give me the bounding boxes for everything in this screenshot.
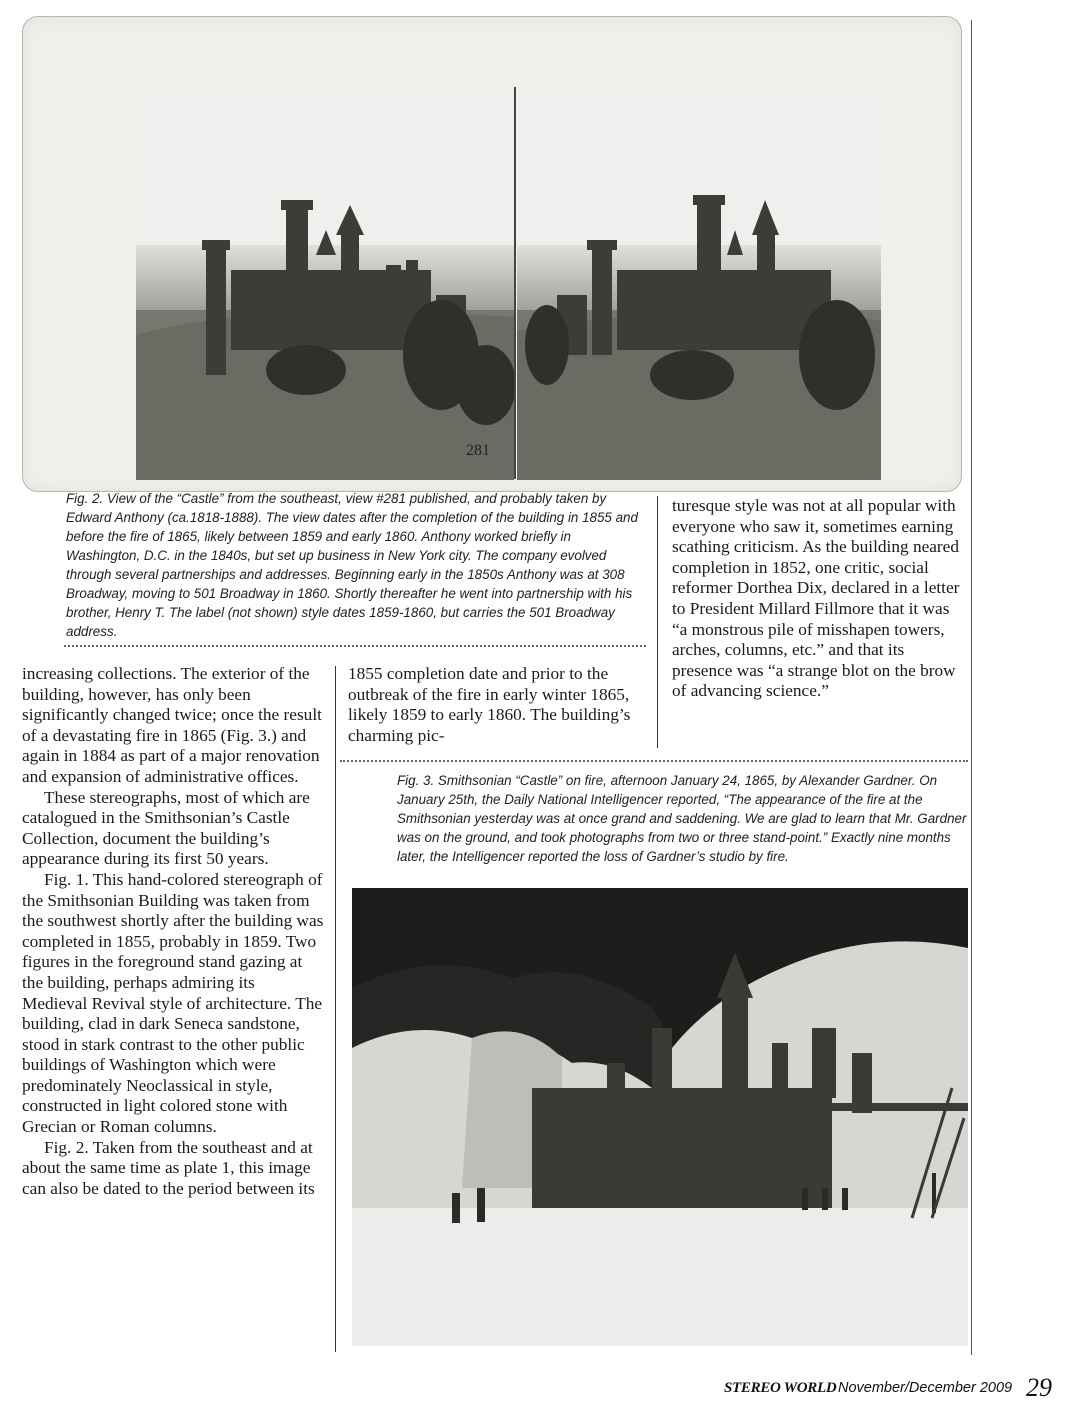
body-paragraph: increasing collections. The exterior of the building, however, has only been significantly changed twice; once the result of a devastating fire in 1865 (Fig. 3.) and again in 1884 as part of a major renovation and expansion of administrative offices. [22, 664, 322, 786]
stereograph-card [22, 16, 962, 492]
page-footer [724, 1373, 1064, 1407]
body-paragraph: Fig. 2. Taken from the southeast and at about the same time as plate 1, this image can also be dated to the period between its [22, 1137, 315, 1198]
fig2-caption: Fig. 2. View of the “Castle” from the southeast, view #281 published, and probably taken by Edward Anthony (ca.1818-1888). The view dates after the completion of the building in 1855 and before the fire of 1865, likely between 1859 and early 1860. Anthony worked briefly in Washington, D.C. in the 1840s, but set up business in New York city. The company evolved through several partnerships and addresses. Beginning early in the 1850s Anthony was at 308 Broadway, moving to 501 Broadway in 1860. Shortly thereafter he went into partnership with his brother, Henry T. The label (not shown) style dates 1859-1860, but carries the 501 Broadway address. [66, 491, 638, 639]
castle-fire-photo [352, 888, 968, 1346]
page-edge-rule [971, 20, 972, 1355]
body-paragraph: turesque style was not at all popular with everyone who saw it, sometimes earning scathing criticism. As the building neared completion in 1852, one critic, social reformer Dorthea Dix, declared in a letter to President Millard Fillmore that it was “a monstrous pile of misshapen towers, arches, columns, etc.” and that its presence was “a strange blot on the brow of advancing science.” [672, 496, 960, 701]
column-divider [335, 666, 336, 1352]
stereo-right-image [517, 95, 881, 480]
caption-divider [340, 760, 968, 762]
column-divider [657, 496, 658, 748]
fig3-caption: Fig. 3. Smithsonian “Castle” on fire, afternoon January 24, 1865, by Alexander Gardner. On January 25th, the Daily National Intelligencer reported, “The appearance of the fire at the Smithsonian yesterday was at once grand and saddening. We are glad to learn that Mr. Gardner was on the ground, and took photographs from two or three stand-point.” Exactly nine months later, the Intelligencer reported the loss of Gardner’s studio by fire. [397, 773, 967, 864]
body-column-right [672, 496, 964, 702]
issue-date: November/December 2009 [838, 1380, 1013, 1396]
stereo-divider [514, 87, 516, 479]
body-column-left [22, 664, 324, 1199]
magazine-name: STEREO WORLD [724, 1380, 837, 1396]
view-number-label: 281 [466, 442, 490, 459]
body-paragraph: These stereographs, most of which are catalogued in the Smithsonian’s Castle Collection, document the building’s appearance during its first 50 years. [22, 787, 310, 869]
castle-photo-left [136, 95, 514, 480]
page-number: 29 [1026, 1373, 1052, 1402]
castle-fire-image [352, 888, 968, 1346]
stereo-left-image [136, 95, 514, 480]
body-paragraph: Fig. 1. This hand-colored stereograph of the Smithsonian Building was taken from the southwest shortly after the building was completed in 1855, probably in 1859. Two figures in the foreground stand gazing at the building, perhaps admiring its Medieval Revival style of architecture. The building, clad in dark Seneca sandstone, stood in stark contrast to the other public buildings of Washington which were predominately Neoclassical in style, constructed in light colored stone with Grecian or Roman columns. [22, 869, 324, 1137]
body-paragraph: 1855 completion date and prior to the outbreak of the fire in early winter 1865, likely 1859 to early 1860. The building’s charming pic- [348, 664, 631, 745]
caption-divider [64, 645, 646, 647]
body-column-middle [348, 664, 643, 746]
castle-photo-right [517, 95, 881, 480]
